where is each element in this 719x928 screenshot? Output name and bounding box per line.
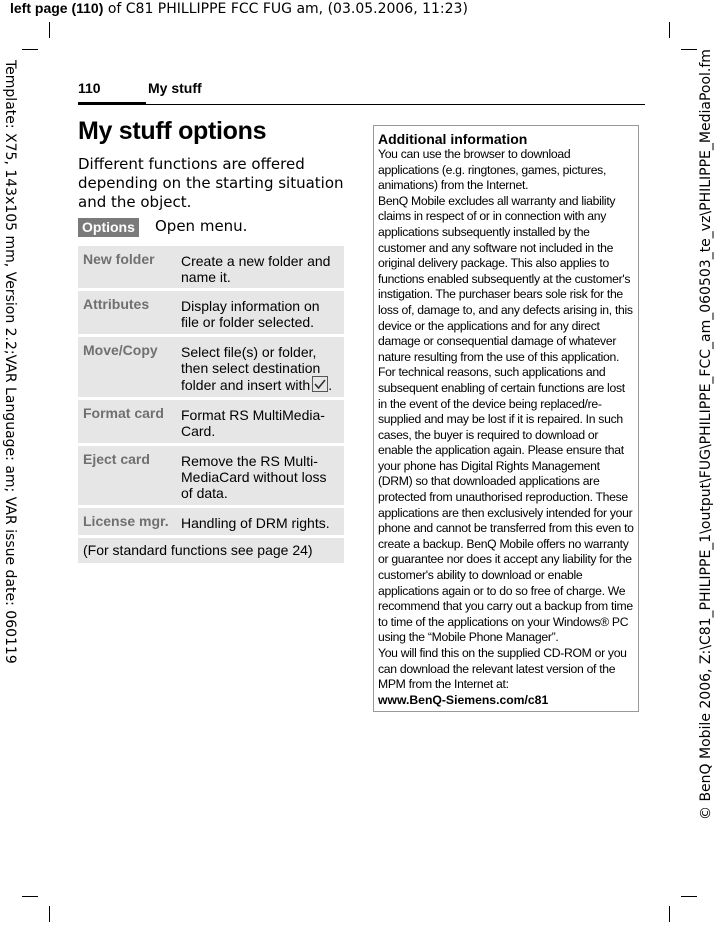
crop-mark	[22, 49, 38, 50]
option-description	[181, 337, 344, 397]
crop-mark	[669, 22, 670, 38]
option-description: Format RS MultiMedia-Card.	[181, 407, 325, 439]
option-description: Display information on file or folder selected.	[181, 298, 320, 330]
section-title: My stuff	[148, 80, 202, 96]
option-description: Create a new folder and name it.	[181, 253, 331, 285]
crop-mark	[49, 22, 50, 38]
option-name: Format card	[83, 405, 164, 421]
info-paragraph-cdrom: You will find this on the supplied CD-ROM or you can download the relevant latest version of the MPM from the Internet at:	[378, 646, 627, 692]
info-paragraph-warranty: BenQ Mobile excludes all warranty and liability claims in respect of or in connection with any applications subsequently installed by the customer and any software not included in the original delivery package. This also applies to functions enabled subsequently at the customer's instigation. The purchaser bears sole risk for the loss of, damage to, and any defects arising in, this device or the applications and for any direct damage or consequential damage of whatever nature resulting from the use of this application. For technical reasons, such applications and subsequent enabling of certain functions are lost in the event of the device being replaced/re-supplied and may be lost if it is repaired. In such cases, the buyer is required to download or enable the application again. Please ensure that your phone has Digital Rights Management (DRM) so that downloaded applications are protected from unauthorised reproduction. These applications are then exclusively intended for your phone and cannot be transferred from this even to create a backup. BenQ Mobile offers no warranty or guarantee nor does it accept any liability for the customer's ability to download or enable applications again or to do so free of charge. We recommend that you carry out a backup from time to time of the applications on your Windows® PC using the “Mobile Phone Manager”.	[378, 193, 634, 645]
header-rule-accent	[78, 102, 146, 105]
header-rule	[78, 104, 645, 105]
option-description: Handling of DRM rights.	[181, 515, 330, 531]
page-number: 110	[78, 80, 101, 96]
table-row	[78, 337, 344, 397]
crop-mark	[681, 49, 697, 50]
option-name: Attributes	[83, 296, 150, 312]
options-description: Open menu.	[155, 217, 248, 235]
standard-functions-note: (For standard functions see page 24)	[78, 538, 344, 563]
info-url: www.BenQ-Siemens.com/c81	[378, 692, 549, 707]
checkmark-icon	[312, 376, 328, 392]
option-description-end: .	[328, 377, 333, 393]
option-name: License mgr.	[83, 513, 169, 529]
table-row	[78, 246, 344, 288]
option-description: Remove the RS Multi-MediaCard without loss of data.	[181, 453, 327, 501]
template-side-text: Template: X75, 143x105 mm, Version 2.2;VAR Language: am; VAR issue date: 060119	[2, 60, 18, 664]
option-name: New folder	[83, 251, 155, 267]
option-name: Move/Copy	[83, 342, 158, 358]
running-header	[10, 0, 468, 17]
page-title: My stuff options	[78, 117, 267, 145]
running-header-bold: left page (110)	[10, 0, 104, 16]
options-softkey: Options	[78, 218, 139, 237]
crop-mark	[669, 906, 670, 922]
additional-info-box	[373, 125, 639, 712]
crop-mark	[22, 896, 38, 897]
info-title: Additional information	[378, 131, 528, 147]
intro-text: Different functions are offered depending on the starting situation and the object.	[78, 155, 344, 211]
running-header-rest: of C81 PHILLIPPE FCC FUG am, (03.05.2006, 11:23)	[103, 1, 468, 17]
options-table	[78, 246, 344, 563]
info-paragraph-browser: You can use the browser to download applications (e.g. ringtones, games, pictures, animations) from the Internet.	[378, 147, 607, 193]
table-row	[78, 508, 344, 535]
copyright-side-text: © BenQ Mobile 2006, Z:\C81_PHILIPPE_1\output\FUG\PHILIPPE_FCC_am_060503_te_vz\PHILIPPE_MediaPool.fm	[698, 49, 714, 820]
table-row	[78, 446, 344, 505]
crop-mark	[681, 896, 697, 897]
option-name: Eject card	[83, 451, 150, 467]
crop-mark	[49, 906, 50, 922]
option-description-text: Select file(s) or folder, then select destination folder and insert with	[181, 344, 321, 393]
table-row	[78, 291, 344, 334]
table-row	[78, 400, 344, 443]
